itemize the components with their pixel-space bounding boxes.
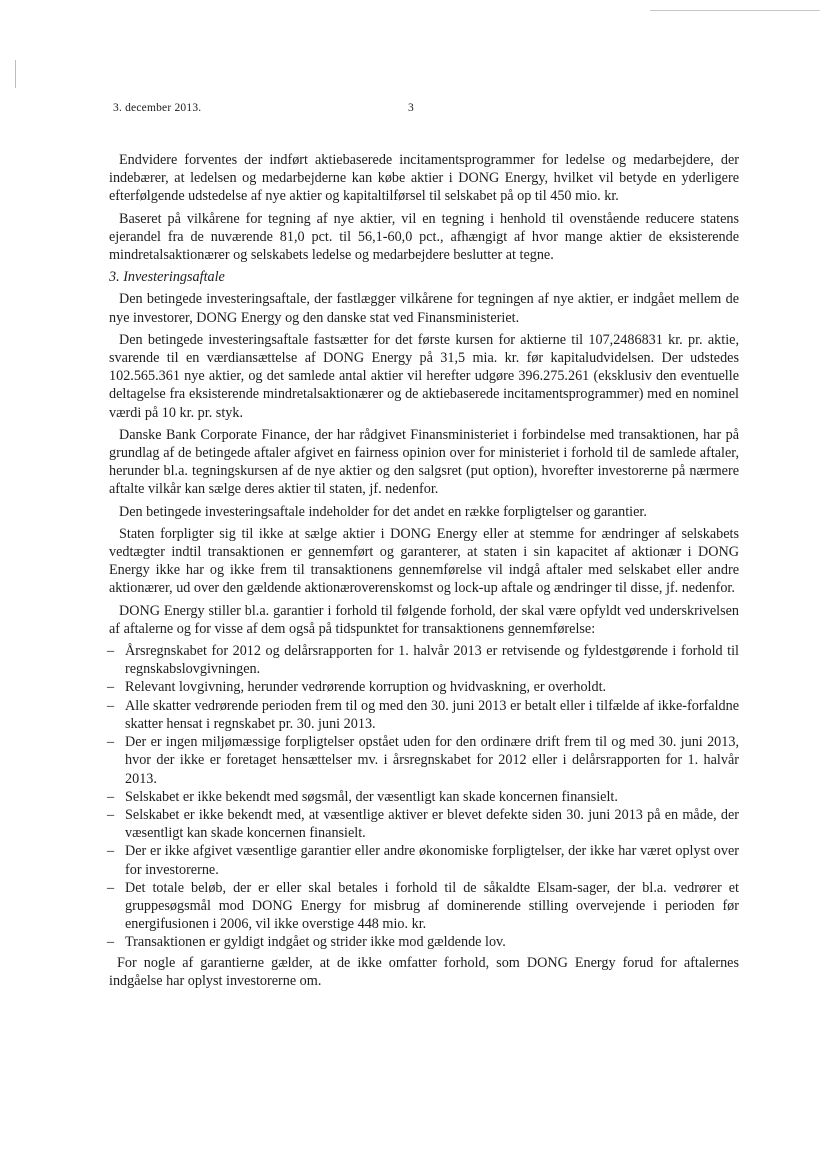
bullet-dash: –	[107, 806, 115, 823]
bullet-dash: –	[107, 734, 115, 751]
guarantee-list	[109, 642, 739, 951]
list-item	[109, 697, 739, 733]
paragraph-guarantee-exceptions: For nogle af garantierne gælder, at de ikke omfatter forhold, som DONG Energy forud for aftalernes indgåelse har oplyst investorerne om.	[109, 954, 739, 989]
paragraph-guarantees-intro: DONG Energy stiller bl.a. garantier i forhold til følgende forhold, der skal være opfyldt ved underskrivelsen af aftalerne og for visse af dem også på tidspunktet for transaktionens gennemførelse:	[109, 602, 739, 637]
paragraph-ownership-reduction: Baseret på vilkårene for tegning af nye aktier, vil en tegning i henhold til ovenstående reducere statens ejerandel fra de nuværende 81,0 pct. til 56,1-60,0 pct., afhængigt af hvor mange aktier de eksisterende mindretalsaktionærer og selskabets ledelse og medarbejdere beslutter at tegne.	[109, 210, 739, 264]
list-item	[109, 806, 739, 842]
list-item-text: Der er ikke afgivet væsentlige garantier eller andre økonomiske forpligtelser, der ikke har været oplyst over for investorerne.	[125, 843, 739, 878]
list-item	[109, 678, 739, 696]
paragraph-incentive-programs: Endvidere forventes der indført aktiebaserede incitamentsprogrammer for ledelse og medarbejdere, der indebærer, at ledelsen og medarbejderne kan købe aktier i DONG Energy, hvilket vil betyde en yderligere efterfølgende udstedelse af nye aktier og kapitaltilførsel til selskabet på op til 450 mio. kr.	[109, 152, 739, 205]
list-item	[109, 642, 739, 678]
paragraph-state-obligations: Staten forpligter sig til ikke at sælge aktier i DONG Energy eller at stemme for ændringer af selskabets vedtægter indtil transaktionen er gennemført og garanterer, at staten i sin kapacitet af aktionær i DONG Energy ikke har og ikke frem til transaktionens gennemførelse vil indgå aftaler med selskabet eller andre aktionærer, ud over den gældende aktionæroverenskomst og lock-up aftale og ændringer til disse, jf. nedenfor.	[109, 525, 739, 597]
paragraph-agreement-parties: Den betingede investeringsaftale, der fastlægger vilkårene for tegningen af nye aktier, er indgået mellem de nye investorer, DONG Energy og den danske stat ved Finansministeriet.	[109, 291, 739, 326]
list-item	[109, 933, 739, 951]
bullet-dash: –	[107, 788, 115, 805]
bullet-dash: –	[107, 934, 115, 951]
bullet-dash: –	[107, 843, 115, 860]
scan-artifact-mark	[15, 60, 16, 88]
list-item-text: Relevant lovgivning, herunder vedrørende korruption og hvidvaskning, er overholdt.	[125, 679, 607, 696]
bullet-dash: –	[107, 679, 115, 696]
list-item-text: Selskabet er ikke bekendt med søgsmål, der væsentligt kan skade koncernen finansielt.	[125, 788, 618, 805]
paragraph-share-price: Den betingede investeringsaftale fastsætter for det første kursen for aktierne til 107,2486831 kr. pr. aktie, svarende til en værdiansættelse af DONG Energy på 31,5 mia. kr. før kapitaludvidelsen. Der udstedes 102.565.361 nye aktier, og det samlede antal aktier vil herefter udgøre 396.275.261 (eksklusiv den eventuelle deltagelse fra eksisterende mindretalsaktionærer og de aktiebaserede incitamentsprogrammer) med en nominel værdi på 10 kr. pr. styk.	[109, 331, 739, 421]
list-item-text: Alle skatter vedrørende perioden frem til og med den 30. juni 2013 er betalt eller i tilfælde af ikke-forfaldne skatter hensat i regnskabet pr. 30. juni 2013.	[125, 697, 739, 732]
paragraph-fairness-opinion: Danske Bank Corporate Finance, der har rådgivet Finansministeriet i forbindelse med transaktionen, har på grundlag af de betingede aftaler afgivet en fairness opinion over for ministeriet i forhold til de samlede aftaler, herunder bl.a. tegningskursen af de nye aktier og den salgsret (put option), hvorefter investorerne på nærmere aftalte vilkår kan sælge deres aktier til staten, jf. nedenfor.	[109, 426, 739, 498]
list-item-text: Selskabet er ikke bekendt med, at væsentlige aktiver er blevet defekte siden 30. juni 2013 på en måde, der væsentligt kan skade koncernen finansielt.	[125, 806, 739, 842]
list-item	[109, 788, 739, 806]
page-number: 3	[408, 102, 414, 114]
list-item	[109, 733, 739, 788]
scan-artifact-line	[650, 10, 820, 11]
list-item-text: Der er ingen miljømæssige forpligtelser opstået uden for den ordinære drift frem til og med 30. juni 2013, hvor der ikke er foretaget hensættelser mv. i årsregnskabet for 2012 eller i delårsrapporten for 1. halvår 2013.	[125, 734, 739, 787]
section-heading: 3. Investeringsaftale	[109, 269, 225, 286]
list-item	[109, 879, 739, 934]
list-item-text: Årsregnskabet for 2012 og delårsrapporten for 1. halvår 2013 er retvisende og fyldestgørende i forhold til regnskabslovgivningen.	[125, 643, 739, 678]
bullet-dash: –	[107, 697, 115, 714]
paragraph-obligations-intro: Den betingede investeringsaftale indeholder for det andet en række forpligtelser og garantier.	[119, 503, 647, 520]
header-date: 3. december 2013.	[113, 102, 202, 114]
document-body	[109, 151, 739, 994]
bullet-dash: –	[107, 879, 115, 896]
list-item-text: Transaktionen er gyldigt indgået og strider ikke mod gældende lov.	[125, 934, 506, 951]
list-item	[109, 842, 739, 878]
bullet-dash: –	[107, 643, 115, 660]
list-item-text: Det totale beløb, der er eller skal betales i forhold til de såkaldte Elsam-sager, der bl.a. vedrører et gruppesøgsmål mod DONG Energy for misbrug af dominerende stilling overvejende i perioden før energifusionen i 2006, vil ikke overstige 448 mio. kr.	[125, 879, 739, 933]
